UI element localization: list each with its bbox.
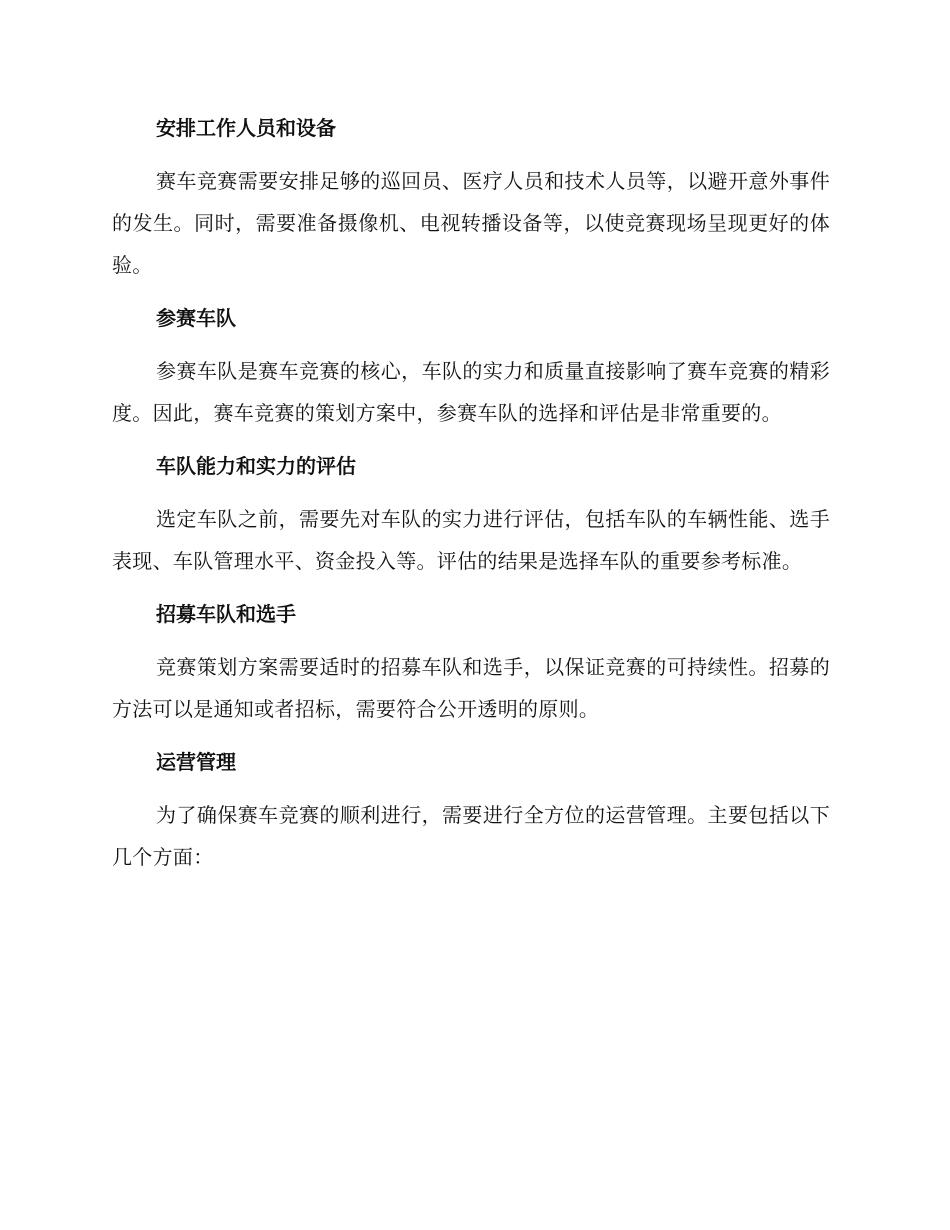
section-heading-operations: 运营管理 [156, 750, 236, 774]
section-heading-staff-equipment: 安排工作人员和设备 [156, 116, 336, 140]
paragraph-staff-equipment: 赛车竞赛需要安排足够的巡回员、医疗人员和技术人员等，以避开意外事件的发生。同时，需要准备摄像机、电视转播设备等，以使竞赛现场呈现更好的体验。 [112, 169, 830, 277]
paragraph-recruitment: 竞赛策划方案需要适时的招募车队和选手，以保证竞赛的可持续性。招募的方法可以是通知或者招标，需要符合公开透明的原则。 [112, 655, 830, 721]
paragraph-team-evaluation: 选定车队之前，需要先对车队的实力进行评估，包括车队的车辆性能、选手表现、车队管理水平、资金投入等。评估的结果是选择车队的重要参考标准。 [112, 507, 830, 573]
section-heading-teams: 参赛车队 [156, 306, 236, 330]
paragraph-operations: 为了确保赛车竞赛的顺利进行，需要进行全方位的运营管理。主要包括以下几个方面： [112, 803, 830, 869]
section-heading-recruitment: 招募车队和选手 [156, 602, 296, 626]
section-heading-team-evaluation: 车队能力和实力的评估 [156, 454, 356, 478]
paragraph-teams: 参赛车队是赛车竞赛的核心，车队的实力和质量直接影响了赛车竞赛的精彩度。因此，赛车竞赛的策划方案中，参赛车队的选择和评估是非常重要的。 [112, 359, 830, 425]
